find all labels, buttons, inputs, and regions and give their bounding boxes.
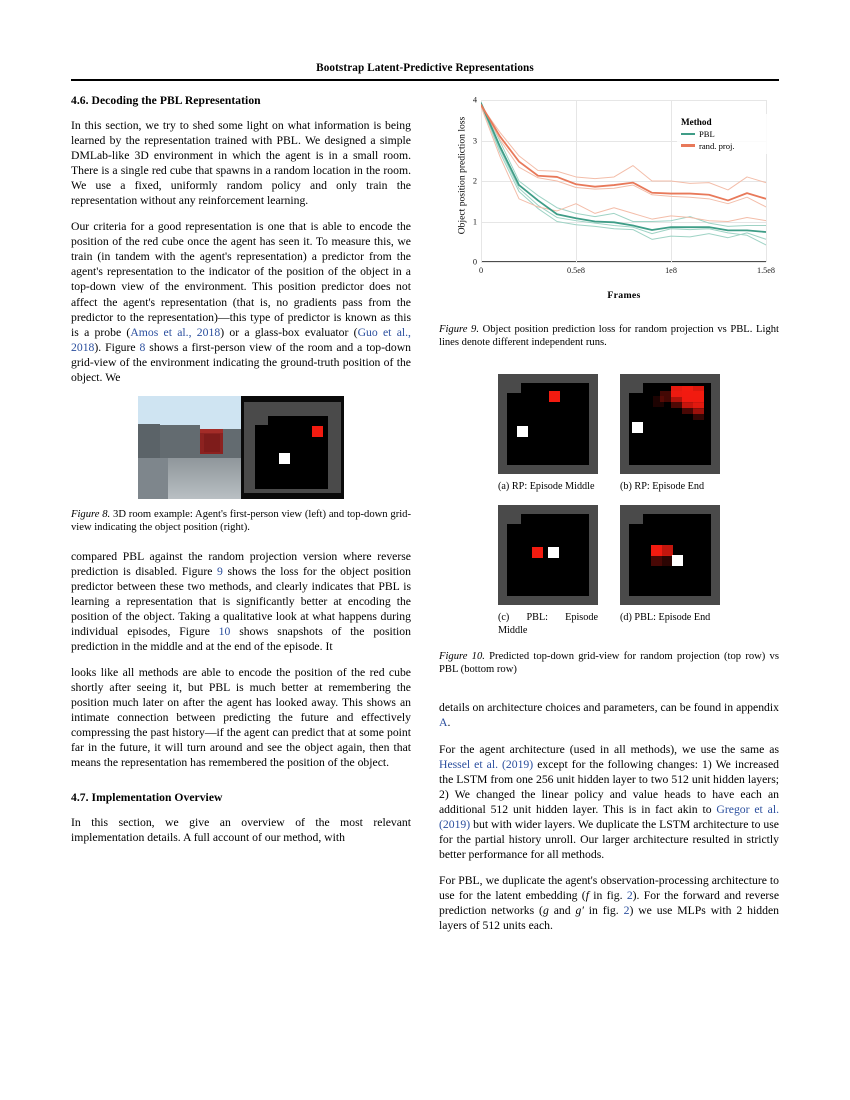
- figure-ref-2a[interactable]: 2: [626, 888, 633, 902]
- running-head: Bootstrap Latent-Predictive Representations: [316, 62, 534, 74]
- citation-hessel-2019[interactable]: Hessel et al. (2019): [439, 757, 534, 771]
- figure-ref-2b[interactable]: 2: [623, 903, 630, 917]
- symbol-f: f: [585, 888, 589, 902]
- legend-swatch-pbl: [681, 133, 695, 135]
- figure-8-label: Figure 8.: [71, 508, 111, 520]
- paragraph-comparison-tail: shows snapshots of the position prediction in the middle and at the end of the episode. It: [71, 624, 411, 653]
- notch-c: [507, 514, 521, 524]
- agent-position-cell: [672, 555, 683, 566]
- agent-position-cell: [548, 547, 559, 558]
- right-column: [439, 94, 779, 933]
- legend-label-rand-proj: rand. proj.: [699, 140, 735, 151]
- left-column: [71, 94, 411, 845]
- paragraph-pbl-4: and: [548, 903, 576, 917]
- predicted-object-cell: [651, 555, 662, 566]
- legend-swatch-rand-proj: [681, 144, 695, 146]
- symbol-g-prime: g′: [575, 903, 584, 917]
- symbol-g: g: [542, 903, 549, 917]
- chart-plot-area: [472, 95, 775, 275]
- section-heading-4-7: 4.7. Implementation Overview: [71, 791, 223, 805]
- predicted-object-cell: [532, 547, 543, 558]
- figure-10-panel-b: [620, 374, 720, 494]
- paragraph-intro: In this section, we try to shed some light on what information is being learned by the representation trained with PBL. We designed a simple DMLab-like 3D environment in which the agent is in a small room. There is a single red cube that spawns in a random location in the room. We use a fixed, uniformly random policy and only train the representation without any reinforcement learning.: [71, 119, 411, 208]
- appendix-ref-a[interactable]: A: [439, 716, 448, 730]
- paragraph-comparison-head: compared PBL against the random projection version where reverse prediction is disabled. Figure: [71, 549, 411, 578]
- red-cube-top: [200, 429, 223, 433]
- figure-ref-8[interactable]: 8: [139, 340, 146, 354]
- predicted-object-cell: [693, 409, 704, 420]
- paragraph-appendix-tail: .: [447, 716, 451, 730]
- y-tick-label: 4: [472, 95, 477, 105]
- predicted-object-cell: [653, 396, 664, 407]
- paragraph-comparison-mid: shows the loss for the object position predictor between these two methods, and clearly indicates that PBL is learning a representation that is significantly better at encoding the position of the object. Taking a qualitative look at what happens during individual episodes, Figure: [71, 564, 411, 638]
- paragraph-architecture-2: except for the following changes: 1) We increased the LSTM from one 256 unit hidden layer to two 512 unit hidden layers; 2) We changed the linear policy and value heads to have each an additional 512 unit hidden layer. This is in fact akin to: [439, 757, 779, 816]
- figure-ref-10[interactable]: 10: [218, 624, 231, 638]
- floor-shadow: [138, 458, 168, 499]
- grid-view-c: [498, 505, 598, 605]
- wall-notch: [160, 425, 200, 433]
- top-down-view: [241, 396, 344, 499]
- figure-10-caption-text: Predicted top-down grid-view for random projection (top row) vs PBL (bottom row): [439, 650, 779, 675]
- citation-amos-2018[interactable]: Amos et al., 2018: [130, 325, 221, 339]
- legend-item-rand-proj[interactable]: [681, 141, 765, 151]
- x-tick-label: 1e8: [665, 266, 677, 275]
- predicted-object-cell: [549, 391, 560, 402]
- citation-guo-2018[interactable]: Guo et al., 2018: [71, 325, 411, 354]
- paragraph-architecture: [439, 742, 779, 862]
- paragraph-comparison: [71, 549, 411, 654]
- paragraph-appendix-head: details on architecture choices and parameters, can be found in appendix: [439, 701, 779, 715]
- predicted-object-cell: [682, 403, 693, 414]
- figure-8-caption-text: 3D room example: Agent's first-person view (left) and top-down grid-view indicating the object position (right).: [71, 508, 411, 534]
- figure-10-caption: [439, 650, 779, 677]
- paragraph-criteria-part1: Our criteria for a good representation is one that is able to encode the position of the red cube once the agent has seen it. To measure this, we train (in tandem with the agent's representation) a predictor from the agent's representation to the indicator of the position of the object in a top-down view of the environment. This position predictor does not affect the agent's representation (that is, no gradients pass from the predictor to the representation)—this type of predictor is known as this is a probe (: [71, 220, 411, 339]
- predicted-object-cell: [671, 397, 682, 408]
- paragraph-pbl-2: in fig.: [588, 888, 627, 902]
- subcaption-a: (a) RP: Episode Middle: [498, 480, 595, 492]
- paragraph-criteria-mid2: ). Figure: [94, 340, 140, 354]
- figure-9-caption: [439, 323, 779, 350]
- figure-9-label: Figure 9.: [439, 324, 479, 335]
- figure-8-caption: [71, 508, 411, 535]
- subcaption-c: (c) PBL: Episode Middle: [498, 612, 598, 636]
- paragraph-architecture-1: For the agent architecture (used in all methods), we use the same as: [439, 742, 779, 756]
- figure-9-chart: [439, 94, 779, 309]
- y-tick-label: 1: [472, 217, 477, 226]
- x-tick-label: 0.5e8: [567, 266, 585, 275]
- subcaption-b: (b) RP: Episode End: [620, 480, 705, 492]
- grid-view-a: [498, 374, 598, 474]
- y-tick-label: 3: [472, 136, 477, 145]
- figure-10-bottom-row: [439, 505, 779, 637]
- y-tick-label: 2: [472, 176, 477, 186]
- paragraph-pbl-3: ). For the forward and reverse prediction networks (: [439, 888, 780, 917]
- red-cube-face: [204, 434, 220, 452]
- room-a: [507, 383, 589, 465]
- subcaption-d: (d) PBL: Episode End: [620, 612, 711, 624]
- figure-10-panel-d: [620, 505, 720, 637]
- citation-gregor-2019[interactable]: Gregor et al. (2019): [439, 802, 780, 831]
- paragraph-memory: looks like all methods are able to encode the position of the red cube shortly after seeing it, but PBL is much better at remembering the position much later on after the agent has looked away. This shows an intimate connection between predicting the future and effectively compressing the past history—if the agent can predict that at some point far in the future, it will turn around and see the object again, then that means the representation has remembered the position of the object.: [71, 665, 411, 770]
- object-marker-red: [312, 426, 323, 437]
- agent-position-cell: [632, 422, 643, 433]
- paragraph-pbl-1: For PBL, we duplicate the agent's observation-processing architecture to use for the latent embedding (: [439, 873, 779, 902]
- x-tick-label: 0: [478, 266, 484, 275]
- chart-x-axis-label: Frames: [607, 290, 641, 301]
- legend-label-pbl: PBL: [699, 129, 715, 139]
- chart-legend: [677, 114, 769, 154]
- notch-b: [629, 383, 643, 393]
- legend-item-pbl[interactable]: [681, 129, 765, 139]
- section-heading-4-6: 4.6. Decoding the PBL Representation: [71, 94, 261, 107]
- x-tick-label: 1.5e8: [757, 266, 775, 275]
- figure-10-label: Figure 10.: [439, 650, 485, 662]
- figure-10-panel-a: [498, 374, 598, 494]
- paragraph-criteria-mid: ) or a glass-box evaluator (: [220, 325, 358, 339]
- figure-10-image: [439, 374, 779, 638]
- paragraph-pbl-5: in fig.: [583, 903, 624, 917]
- top-down-notch: [255, 416, 268, 425]
- first-person-view: [138, 396, 241, 499]
- paragraph-architecture-3: but with wider layers. We duplicate the LSTM architecture to use for the partial history unroll. Our larger architecture resulted in strictly better performance for all methods.: [439, 817, 779, 861]
- agent-position-cell: [517, 426, 528, 437]
- y-tick-label: 0: [472, 257, 477, 267]
- figure-ref-9[interactable]: 9: [217, 564, 223, 578]
- paragraph-pbl-details: [439, 873, 779, 933]
- grid-view-d: [620, 505, 720, 605]
- header-rule: [71, 79, 779, 81]
- top-down-frame: [244, 402, 341, 493]
- figure-9-caption-text: Object position prediction loss for random projection vs PBL. Light lines denote different independent runs.: [439, 324, 779, 349]
- paragraph-criteria-tail: shows a first-person view of the room and a top-down grid-view of the environment indicating the ground-truth position of the object. We: [71, 340, 412, 384]
- paragraph-implementation: In this section, we give an overview of the most relevant implementation details. A full account of our method, with: [71, 816, 411, 845]
- paragraph-appendix: [439, 700, 779, 730]
- figure-10-top-row: [439, 374, 779, 494]
- paragraph-criteria: [71, 219, 411, 385]
- legend-title: Method: [681, 117, 712, 127]
- grid-view-b: [620, 374, 720, 474]
- figure-8-image: [71, 396, 411, 499]
- paragraph-pbl-6: ) we use MLPs with 2 hidden layers of 512 units each.: [439, 903, 779, 933]
- notch-d: [629, 514, 643, 524]
- figure-10-panel-c: [498, 505, 598, 637]
- chart-y-axis-label: Object position prediction loss: [456, 116, 468, 235]
- agent-marker-white: [279, 453, 290, 464]
- notch-a: [507, 383, 521, 393]
- gridline-horizontal: [481, 262, 766, 263]
